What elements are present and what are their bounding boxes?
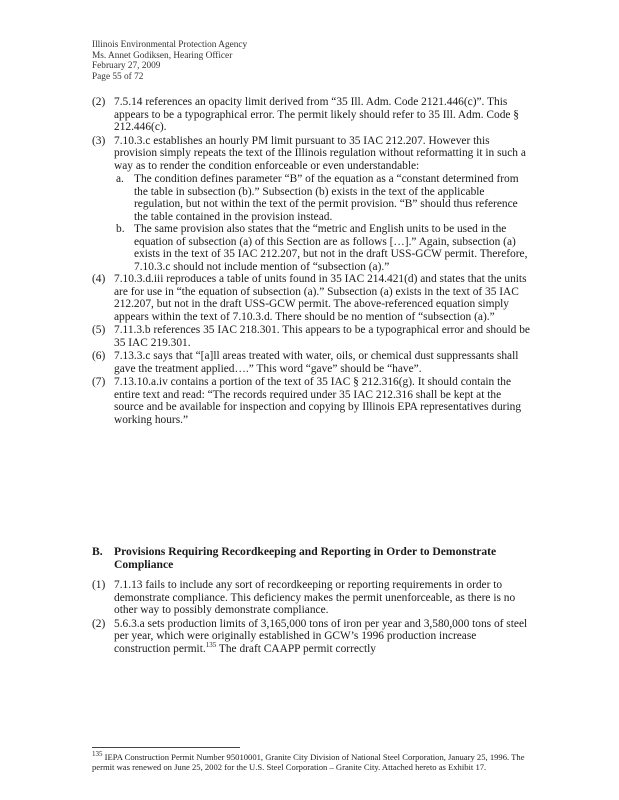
letter-header — [92, 40, 247, 82]
item-number: (1) — [92, 579, 106, 591]
item-number: (7) — [92, 376, 106, 388]
sub-list-item — [114, 173, 532, 223]
list-item — [92, 376, 532, 426]
sub-item-text: The same provision also states that the “metric and English units to be used in the equation of subsection (a) of this Section are as follows […].” Again, subsection (a) exists in the text of 35 IAC 212.207, but not in the draft USS-GCW permit. Therefore, 7.10.3.c should not include mention of “subsection (a).” — [134, 223, 528, 273]
item-text: 7.1.13 fails to include any sort of recordkeeping or reporting requirements in order to demonstrate compliance. This deficiency makes the permit unenforceable, as there is no other way to possibly demonstrate compliance. — [114, 579, 516, 616]
list-item — [92, 96, 532, 134]
sub-item-text: The condition defines parameter “B” of the equation as a “constant determined from the table in subsection (b).” Subsection (b) exists in the text of the applicable regulation, but not within the text of the permit provision. “B” should thus reference the table contained in the provision instead. — [134, 173, 519, 223]
list-item — [92, 350, 532, 375]
list-item — [92, 579, 532, 617]
section-title: Provisions Requiring Recordkeeping and Reporting in Order to Demonstrate Compliance — [114, 545, 497, 571]
header-recipient: Ms. Annet Godiksen, Hearing Officer — [92, 50, 233, 61]
header-date: February 27, 2009 — [92, 61, 161, 72]
footnote-reference[interactable]: 135 — [205, 640, 217, 649]
item-text: 7.13.10.a.iv contains a portion of the text of 35 IAC § 212.316(g). It should contain the entire text and read: “The records required under 35 IAC 212.316 shall be kept at the source and be available for inspection and copying by Illinois EPA representatives during working hours.” — [114, 376, 522, 426]
item-number: (6) — [92, 350, 106, 362]
item-text: 7.13.3.c says that “[a]ll areas treated with water, oils, or chemical dust suppressants shall gave the treatment applied….” This word “gave” should be “have”. — [114, 350, 519, 375]
item-text: 5.6.3.a sets production limits of 3,165,000 tons of iron per year and 3,580,000 tons of steel per year, which were originally established in GCW’s 1996 production increase construction permit. — [114, 617, 528, 655]
item-text: 7.5.14 references an opacity limit derived from “35 Ill. Adm. Code 2121.446(c)”. This appears to be a typographical error. The permit likely should refer to 35 Ill. Adm. Code § 212.446(c). — [114, 96, 519, 133]
item-number: (3) — [92, 134, 106, 147]
section-letter: B. — [92, 545, 103, 558]
footnote — [92, 752, 532, 773]
footnote-text: IEPA Construction Permit Number 95010001, Granite City Division of National Steel Corporation, January 25, 1996. The permit was renewed on June 25, 2002 for the U.S. Steel Corporation – Granite City. Attached hereto as Exhibit 17. — [92, 752, 525, 773]
item-text-continued: The draft CAAPP permit correctly — [216, 642, 376, 655]
sub-list-item — [114, 223, 532, 273]
item-text: 7.11.3.b references 35 IAC 218.301. This appears to be a typographical error and should be 35 IAC 219.301. — [114, 324, 530, 349]
comment-list — [92, 96, 532, 427]
section-heading — [92, 545, 532, 571]
item-number: (4) — [92, 273, 106, 285]
item-text: 7.10.3.c establishes an hourly PM limit pursuant to 35 IAC 212.207. However this provision simply repeats the text of the Illinois regulation without reformatting it in such a way as to render the condition enforceable or even understandable: — [114, 134, 526, 172]
list-item — [92, 618, 532, 656]
list-item — [92, 324, 532, 349]
header-page-number: Page 55 of 72 — [92, 71, 144, 82]
sub-item-letter: b. — [116, 223, 125, 235]
footnote-marker: 135 — [92, 750, 103, 759]
footnote-divider — [92, 747, 240, 748]
list-item — [92, 273, 532, 323]
recordkeeping-list — [92, 579, 532, 656]
sub-item-letter: a. — [116, 173, 124, 185]
item-number: (2) — [92, 96, 106, 108]
item-number: (2) — [92, 617, 106, 630]
item-number: (5) — [92, 324, 106, 336]
list-item — [92, 135, 532, 173]
header-agency: Illinois Environmental Protection Agency — [92, 40, 248, 50]
item-text: 7.10.3.d.iii reproduces a table of units found in 35 IAC 214.421(d) and states that the units are for use in “the equation of subsection (a).” Subsection (a) exists in the text of 35 IAC 212.207, but not in the draft USS-GCW permit. The above-referenced equation simply appears within the text of 7.10.3.d. There should be no mention of “subsection (a).” — [114, 273, 527, 323]
